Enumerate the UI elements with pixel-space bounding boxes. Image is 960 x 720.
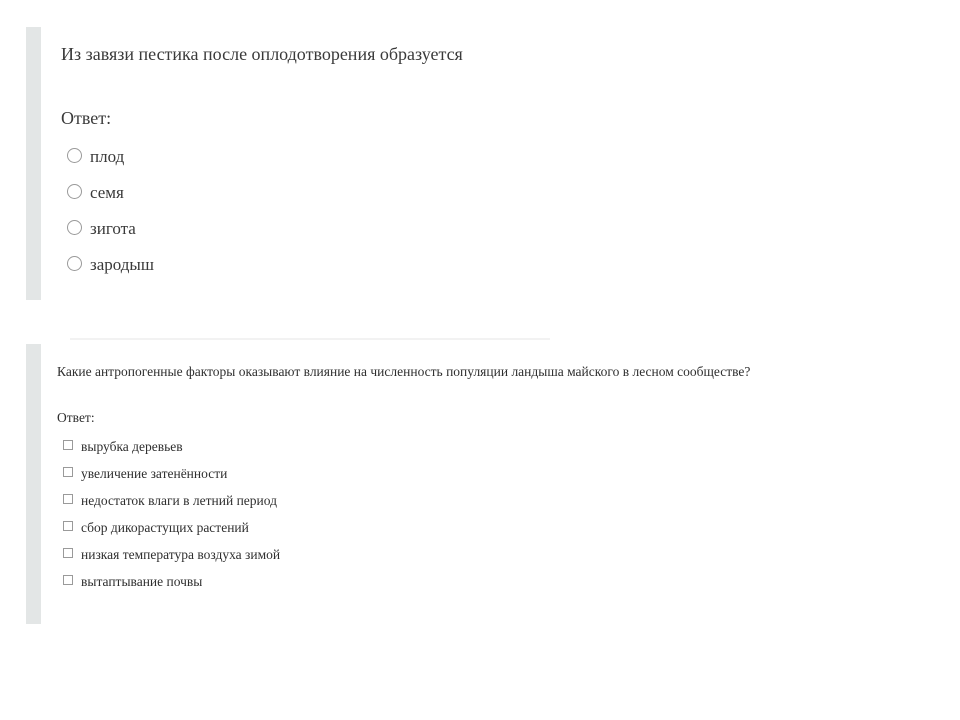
answer-option-nedostatok-vlagi[interactable]: [63, 487, 826, 514]
radio-button[interactable]: [67, 220, 82, 235]
option-label[interactable]: плод: [90, 147, 125, 166]
answer-label: Ответ:: [57, 410, 95, 425]
answer-option-zatenennost[interactable]: [63, 460, 826, 487]
radio-button[interactable]: [67, 148, 82, 163]
option-label[interactable]: вырубка деревьев: [81, 438, 183, 454]
option-label[interactable]: недостаток влаги в летний период: [81, 492, 278, 508]
checkbox[interactable]: [63, 494, 73, 504]
question-block-1: [26, 27, 586, 300]
option-label[interactable]: сбор дикорастущих растений: [81, 519, 249, 535]
radio-button[interactable]: [67, 256, 82, 271]
answer-option-sbor-rasteniy[interactable]: [63, 514, 826, 541]
option-label[interactable]: зародыш: [90, 255, 154, 274]
radio-button[interactable]: [67, 184, 82, 199]
answer-option-vyrubka[interactable]: [63, 433, 826, 460]
question-text: Какие антропогенные факторы оказывают влияние на численность популяции ландыша майского в лесном сообществе?: [57, 364, 751, 379]
divider: [70, 338, 550, 340]
answer-option-vytaptyvanie[interactable]: [63, 568, 826, 595]
option-label[interactable]: вытаптывание почвы: [81, 573, 203, 589]
option-label[interactable]: зигота: [90, 219, 136, 238]
checkbox[interactable]: [63, 521, 73, 531]
answer-option-nizkaya-temperatura[interactable]: [63, 541, 826, 568]
answer-option-zarodysh[interactable]: [67, 247, 586, 283]
checkbox[interactable]: [63, 575, 73, 585]
answer-option-semya[interactable]: [67, 175, 586, 211]
question-text: Из завязи пестика после оплодотворения образуется: [61, 44, 463, 64]
answer-option-zigota[interactable]: [67, 211, 586, 247]
option-label[interactable]: семя: [90, 183, 124, 202]
checkbox[interactable]: [63, 467, 73, 477]
checkbox[interactable]: [63, 440, 73, 450]
checkbox[interactable]: [63, 548, 73, 558]
option-label[interactable]: низкая температура воздуха зимой: [81, 546, 281, 562]
answer-option-plod[interactable]: [67, 139, 586, 175]
question-block-2: [26, 344, 826, 624]
answer-label: Ответ:: [61, 108, 112, 128]
option-label[interactable]: увеличение затенённости: [81, 465, 228, 481]
